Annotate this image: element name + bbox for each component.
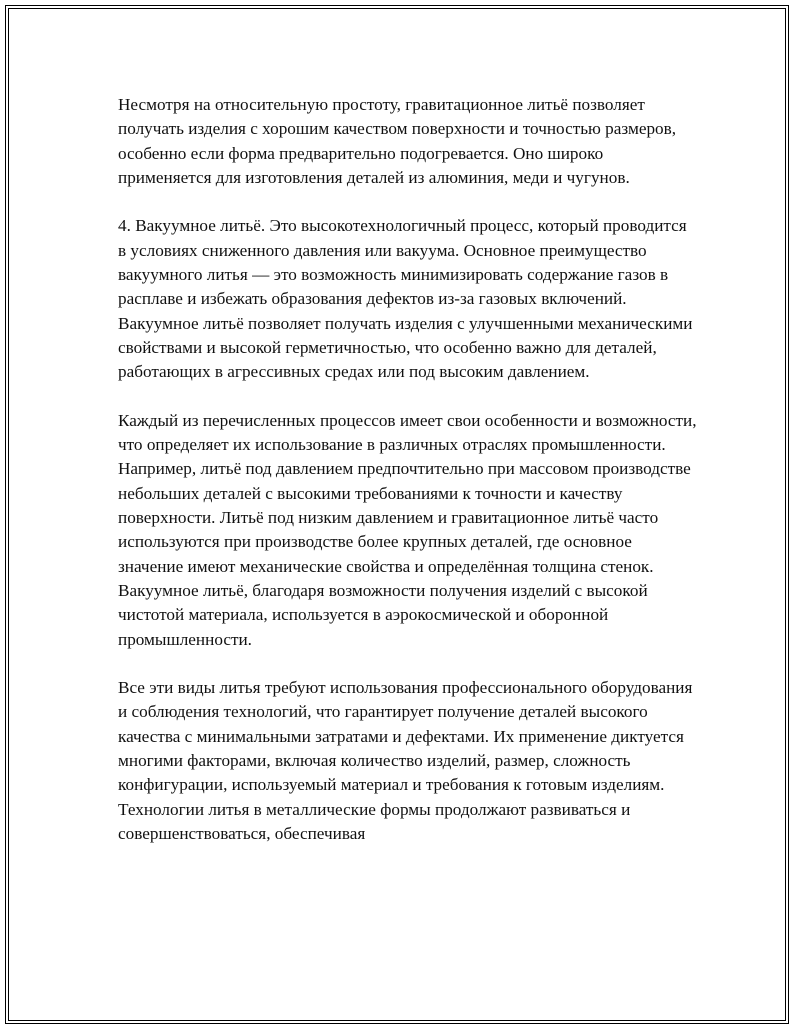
paragraph-gravity-casting: Несмотря на относительную простоту, гравитационное литьё позволяет получать изделия с хорошим качеством поверхности и точностью размеров, особенно если форма предварительно подогревается. Оно широко применяется для изготовления деталей из алюминия, меди и чугунов. bbox=[118, 95, 677, 187]
paragraph-conclusion: Все эти виды литья требуют использования профессионального оборудования и соблюдения технологий, что гарантирует получение деталей высокого качества с минимальными затратами и дефектами. Их применение диктуется многими факторами, включая количество изделий, размер, сложность конфигурации, используемый материал и требования к готовым изделиям. Технологии литья в металлические формы продолжают развиваться и совершенствоваться, обеспечивая bbox=[118, 678, 693, 843]
paragraph-vacuum-casting: 4. Вакуумное литьё. Это высокотехнологичный процесс, который проводится в условиях сниженного давления или вакуума. Основное преимущество вакуумного литья — это возможность минимизировать содержание газов в расплаве и избежать образования дефектов из-за газовых включений. Вакуумное литьё позволяет получать изделия с улучшенными механическими свойствами и высокой герметичностью, что особенно важно для деталей, работающих в агрессивных средах или под высоким давлением. bbox=[118, 216, 693, 382]
paragraph-process-comparison: Каждый из перечисленных процессов имеет свои особенности и возможности, что определяет их использование в различных отраслях промышленности. Например, литьё под давлением предпочтительно при массовом производстве небольших деталей с высокими требованиями к точности и качеству поверхности. Литьё под низким давлением и гравитационное литьё часто используются при производстве более крупных деталей, где основное значение имеют механические свойства и определённая толщина стенок. Вакуумное литьё, благодаря возможности получения изделий с высокой чистотой материала, используется в аэрокосмической и оборонной промышленности. bbox=[118, 410, 697, 649]
document-body bbox=[118, 93, 698, 871]
